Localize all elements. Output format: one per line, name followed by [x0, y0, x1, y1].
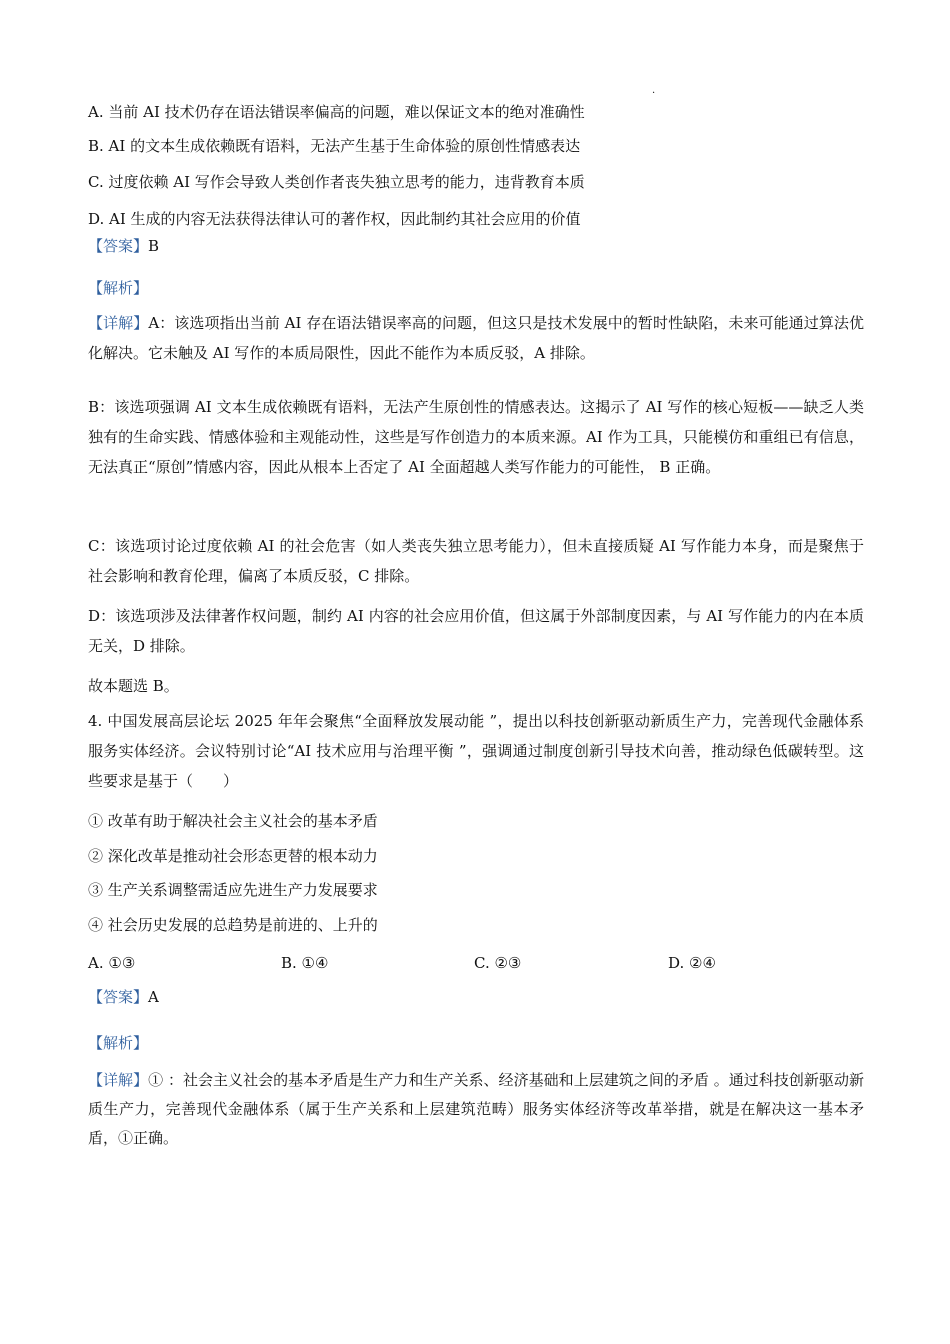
q3-detail-b: B：该选项强调 AI 文本生成依赖既有语料，无法产生原创性的情感表达。这揭示了 AI 写作的核心短板——缺乏人类独有的生命实践、情感体验和主观能动性，这些是写作创造力的本质来源。AI 作为工具，只能模仿和重组已有信息，无法真正“原创”情感内容，因此从根本上否定了 AI 全面超越人类写作能力的可能性， B 正确。: [88, 398, 864, 476]
q4-statement-2: ② 深化改革是推动社会形态更替的根本动力: [88, 847, 378, 865]
q4-detail: 【详解】① ：社会主义社会的基本矛盾是生产力和生产关系、经济基础和上层建筑之间的矛盾 。通过科技创新驱动新质生产力，完善现代金融体系（属于生产关系和上层建筑范畴）服务实体经济等改革举措，就是在解决这一基本矛盾，①正确。: [88, 1071, 864, 1147]
q3-option-d: D. AI 生成的内容无法获得法律认可的著作权，因此制约其社会应用的价值: [88, 210, 581, 228]
q4-answer: 【答案】A: [88, 988, 159, 1006]
q4-statement-1: ① 改革有助于解决社会主义社会的基本矛盾: [88, 812, 378, 830]
q4-analysis-tag: 【解析】: [88, 1034, 149, 1052]
q4-choice-c: C. ②③: [474, 954, 522, 972]
q4-choice-a: A. ①③: [88, 954, 136, 972]
q3-option-a: A. 当前 AI 技术仍存在语法错误率偏高的问题，难以保证文本的绝对准确性: [88, 103, 585, 121]
q3-detail-d: D：该选项涉及法律著作权问题，制约 AI 内容的社会应用价值，但这属于外部制度因素，与 AI 写作能力的内在本质无关，D 排除。: [88, 607, 864, 655]
q4-stem: 4. 中国发展高层论坛 2025 年年会聚焦“全面释放发展动能 ”，提出以科技创新驱动新质生产力，完善现代金融体系服务实体经济。会议特别讨论“AI 技术应用与治理平衡 ”，强调通过制度创新引导技术向善，推动绿色低碳转型。这些要求是基于（ ）: [88, 712, 864, 790]
q4-statement-4: ④ 社会历史发展的总趋势是前进的、上升的: [88, 916, 378, 934]
answer-value: B: [148, 237, 160, 255]
detail-tag: 【详解】: [88, 314, 149, 332]
q3-option-c: C. 过度依赖 AI 写作会导致人类创作者丧失独立思考的能力，违背教育本质: [88, 173, 585, 191]
q3-detail-a: 【详解】A：该选项指出当前 AI 存在语法错误率高的问题，但这只是技术发展中的暂时性缺陷，未来可能通过算法优化解决。它未触及 AI 写作的本质局限性，因此不能作为本质反驳，A 排除。: [88, 314, 864, 362]
q3-option-b: B. AI 的文本生成依赖既有语料，无法产生基于生命体验的原创性情感表达: [88, 137, 581, 155]
q3-answer: [88, 236, 159, 256]
q4-choice-b: B. ①④: [281, 954, 329, 972]
q4-choice-d: D. ②④: [668, 954, 716, 972]
q3-conclusion: 故本题选 B。: [88, 677, 179, 695]
answer-tag: 【答案】: [88, 237, 149, 255]
q4-statement-3: ③ 生产关系调整需适应先进生产力发展要求: [88, 881, 378, 899]
q3-analysis-tag: 【解析】: [88, 279, 149, 297]
q3-detail-c: C：该选项讨论过度依赖 AI 的社会危害（如人类丧失独立思考能力），但未直接质疑 AI 写作能力本身，而是聚焦于社会影响和教育伦理，偏离了本质反驳，C 排除。: [88, 537, 864, 585]
stray-dot: .: [652, 85, 656, 96]
